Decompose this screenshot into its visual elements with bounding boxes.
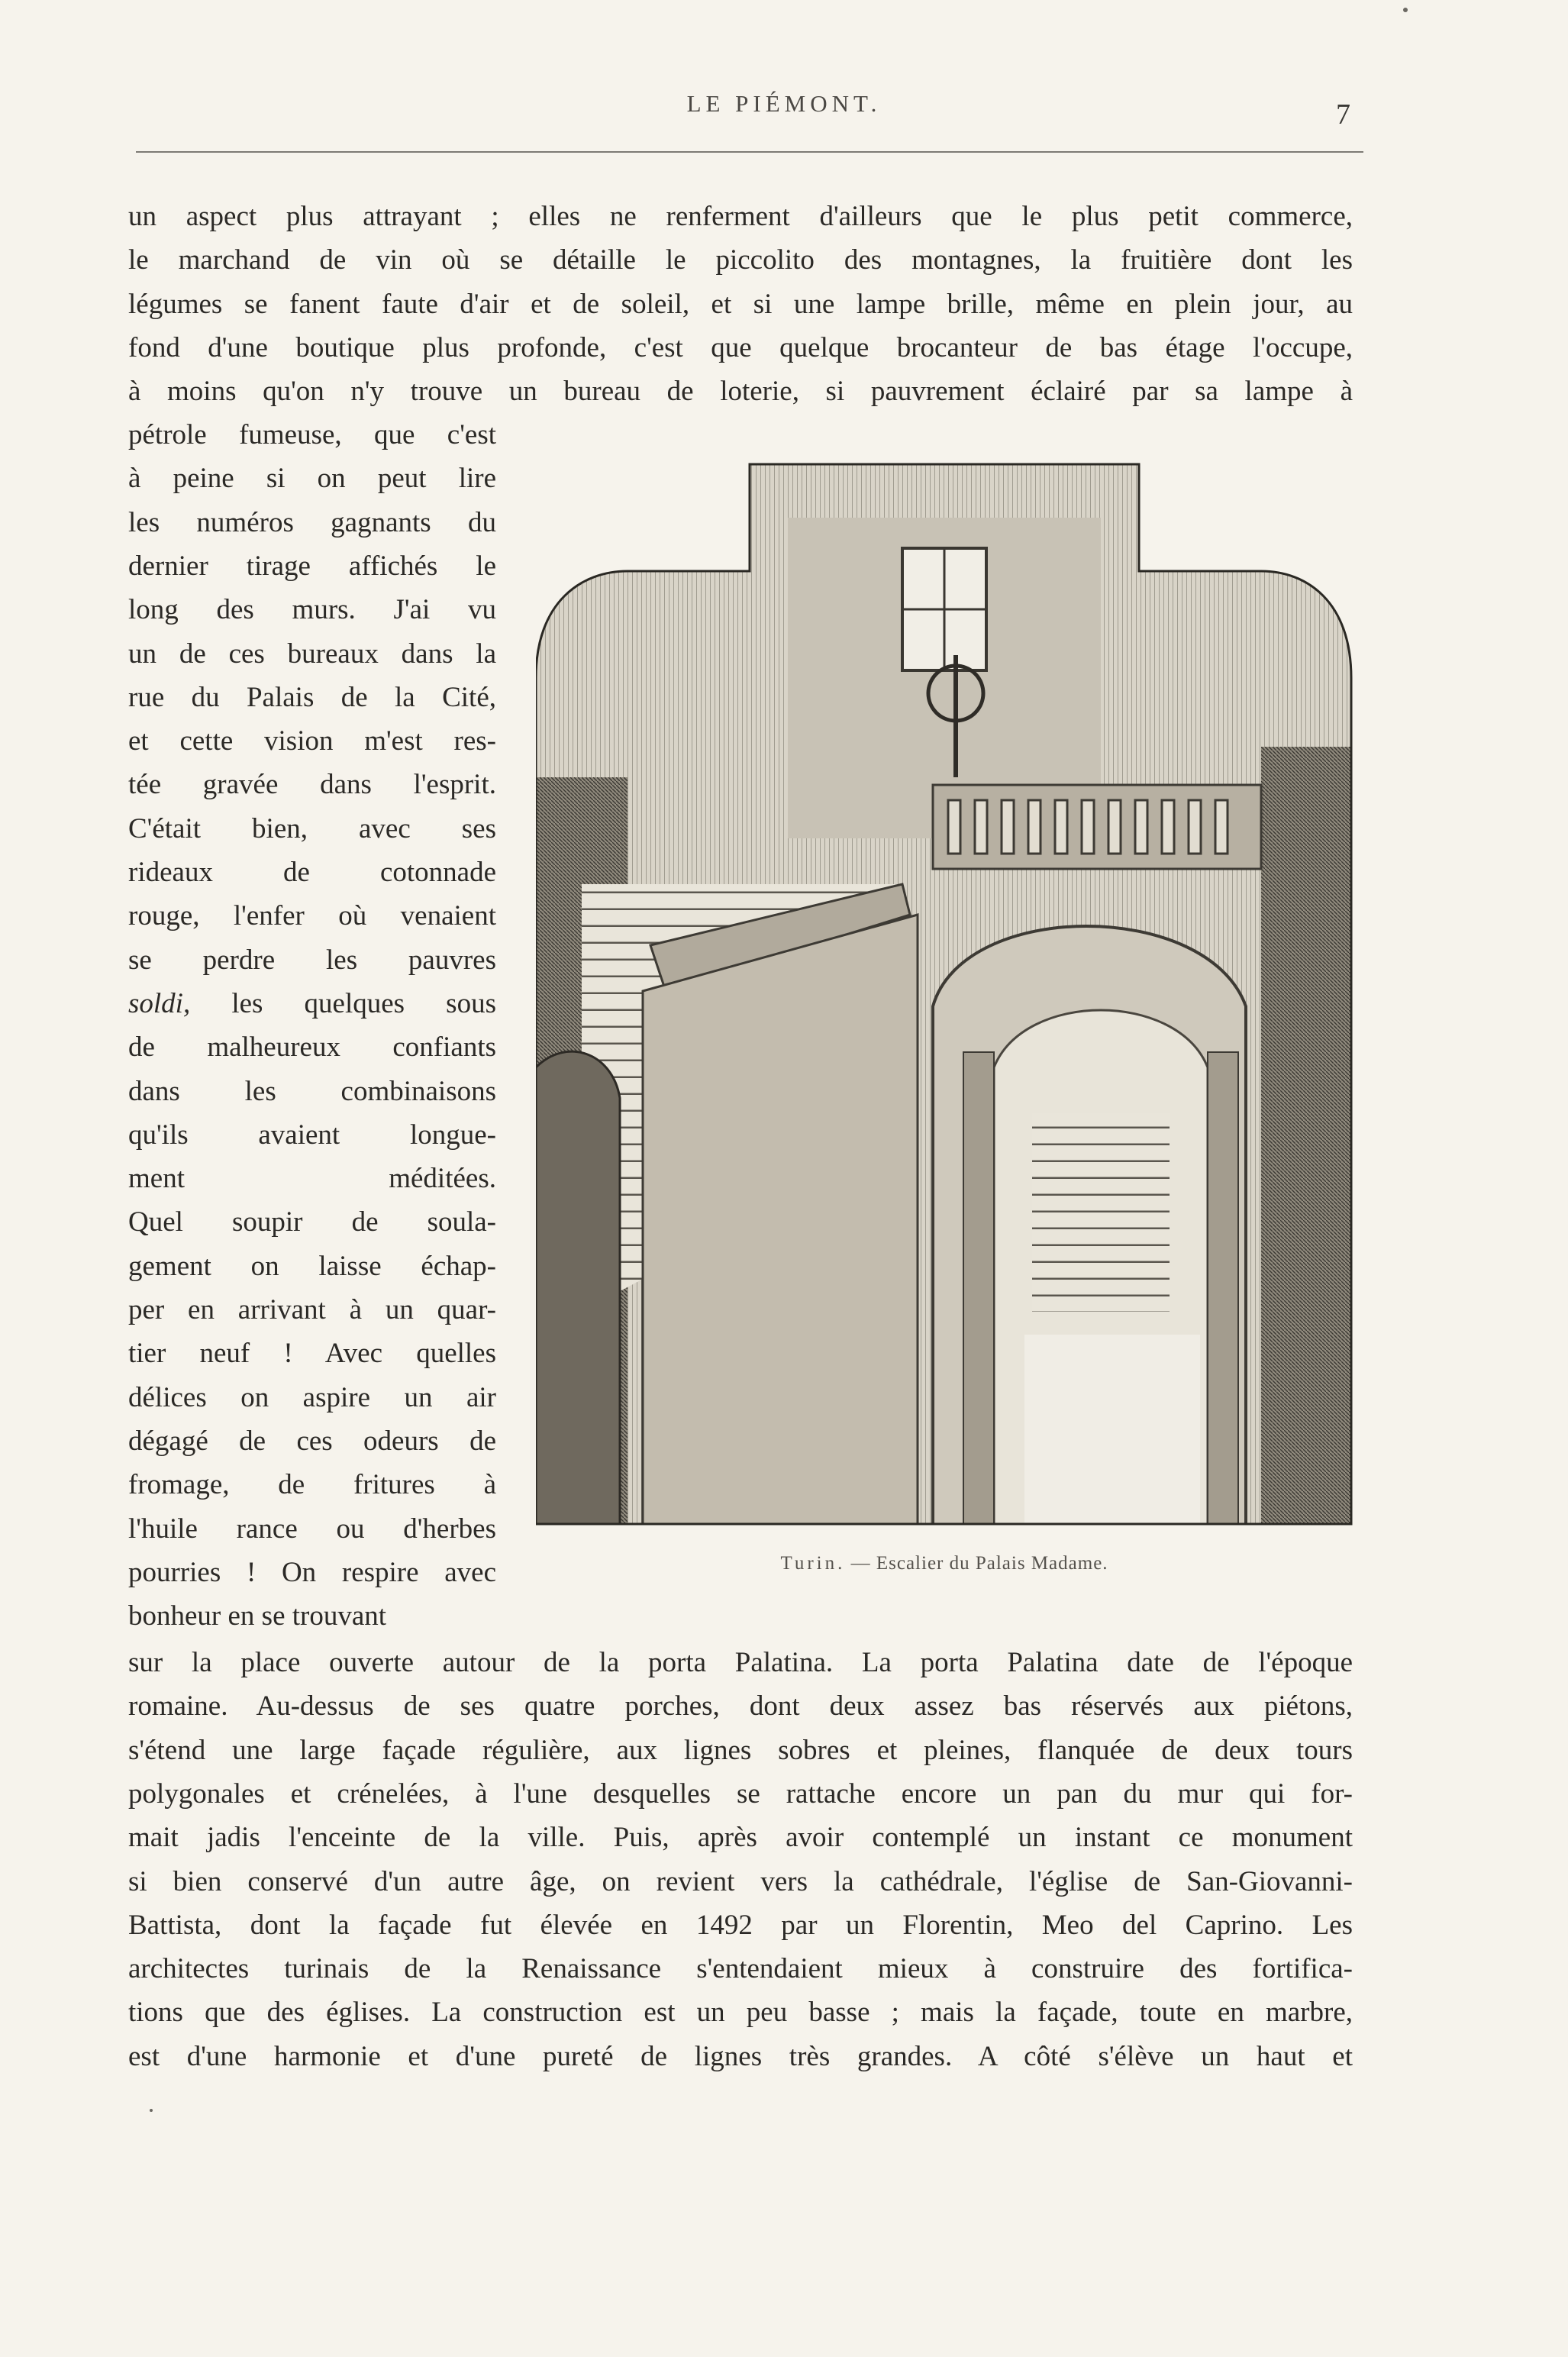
text-line: rue du Palais de la Cité, [128, 681, 496, 713]
text-line: pétrole fumeuse, que c'est [128, 419, 496, 450]
text-line: fromage, de fritures à [128, 1469, 496, 1501]
text-line: soldi, les quelques sous [128, 987, 496, 1019]
text-line: long des murs. J'ai vu [128, 594, 496, 626]
text-line: bonheur en se trouvant [128, 1600, 387, 1632]
text-line: s'étend une large façade régulière, aux lignes sobres et pleines, flanquée de deux tours [128, 1734, 1353, 1766]
text-line: à moins qu'on n'y trouve un bureau de loterie, si pauvrement éclairé par sa lampe à [128, 376, 1353, 408]
text-line: dernier tirage affichés le [128, 550, 496, 582]
page-number: 7 [1336, 98, 1350, 131]
text-line: le marchand de vin où se détaille le piccolito des montagnes, la fruitière dont les [128, 244, 1353, 276]
speck-top [1403, 8, 1408, 12]
text-line: fond d'une boutique plus profonde, c'est que quelque brocanteur de bas étage l'occupe, [128, 331, 1353, 363]
text-line: mait jadis l'enceinte de la ville. Puis, après avoir contemplé un instant ce monument [128, 1822, 1353, 1854]
caption-text: — Escalier du Palais Madame. [845, 1553, 1108, 1574]
text-line: C'était bien, avec ses [128, 812, 496, 844]
running-head [0, 90, 1568, 136]
text-line: per en arrivant à un quar- [128, 1294, 496, 1325]
figure-caption [536, 1553, 1353, 1574]
text-line: à peine si on peut lire [128, 463, 496, 495]
figure-illustration [536, 457, 1353, 1526]
text-line: tier neuf ! Avec quelles [128, 1338, 496, 1370]
text-line: l'huile rance ou d'herbes [128, 1513, 496, 1545]
text-line: Quel soupir de soula- [128, 1206, 496, 1238]
header-rule [136, 151, 1363, 153]
text-line: ment méditées. [128, 1163, 496, 1195]
text-line: de malheureux confiants [128, 1032, 496, 1064]
speck-bottom [150, 2109, 153, 2112]
text-line: pourries ! On respire avec [128, 1556, 496, 1588]
text-line: est d'une harmonie et d'une pureté de lignes très grandes. A côté s'élève un haut et [128, 2040, 1353, 2072]
text-line: rideaux de cotonnade [128, 857, 496, 888]
text-line: gement on laisse échap- [128, 1250, 496, 1282]
caption-place: Turin. [780, 1553, 846, 1574]
text-line: légumes se fanent faute d'air et de soleil, et si une lampe brille, même en plein jour, au [128, 288, 1353, 320]
text-line: tions que des églises. La construction est un peu basse ; mais la façade, toute en marbre, [128, 1997, 1353, 2029]
text-line: un aspect plus attrayant ; elles ne renferment d'ailleurs que le plus petit commerce, [128, 201, 1353, 232]
text-line: polygonales et crénelées, à l'une desquelles se rattache encore un pan du mur qui for- [128, 1777, 1353, 1810]
text-line: qu'ils avaient longue- [128, 1119, 496, 1151]
text-line: sur la place ouverte autour de la porta Palatina. La porta Palatina date de l'époque [128, 1647, 1353, 1678]
staircase-engraving [536, 457, 1353, 1526]
text-line: architectes turinais de la Renaissance s'entendaient mieux à construire des fortifica- [128, 1953, 1353, 1985]
text-line: rouge, l'enfer où venaient [128, 900, 496, 932]
text-line: tée gravée dans l'esprit. [128, 769, 496, 801]
text-line: délices on aspire un air [128, 1381, 496, 1413]
text-line: Battista, dont la façade fut élevée en 1492 par un Florentin, Meo del Caprino. Les [128, 1909, 1353, 1941]
text-line: les numéros gagnants du [128, 506, 496, 538]
running-title: LE PIÉMONT. [686, 90, 882, 117]
text-line: dans les combinaisons [128, 1075, 496, 1107]
text-line: un de ces bureaux dans la [128, 638, 496, 670]
text-line: se perdre les pauvres [128, 944, 496, 976]
text-line: et cette vision m'est res- [128, 725, 496, 757]
text-line: si bien conservé d'un autre âge, on revient vers la cathédrale, l'église de San-Giovanni- [128, 1865, 1353, 1897]
text-line: romaine. Au-dessus de ses quatre porches, dont deux assez bas réservés aux piétons, [128, 1690, 1353, 1723]
text-line: dégagé de ces odeurs de [128, 1425, 496, 1457]
